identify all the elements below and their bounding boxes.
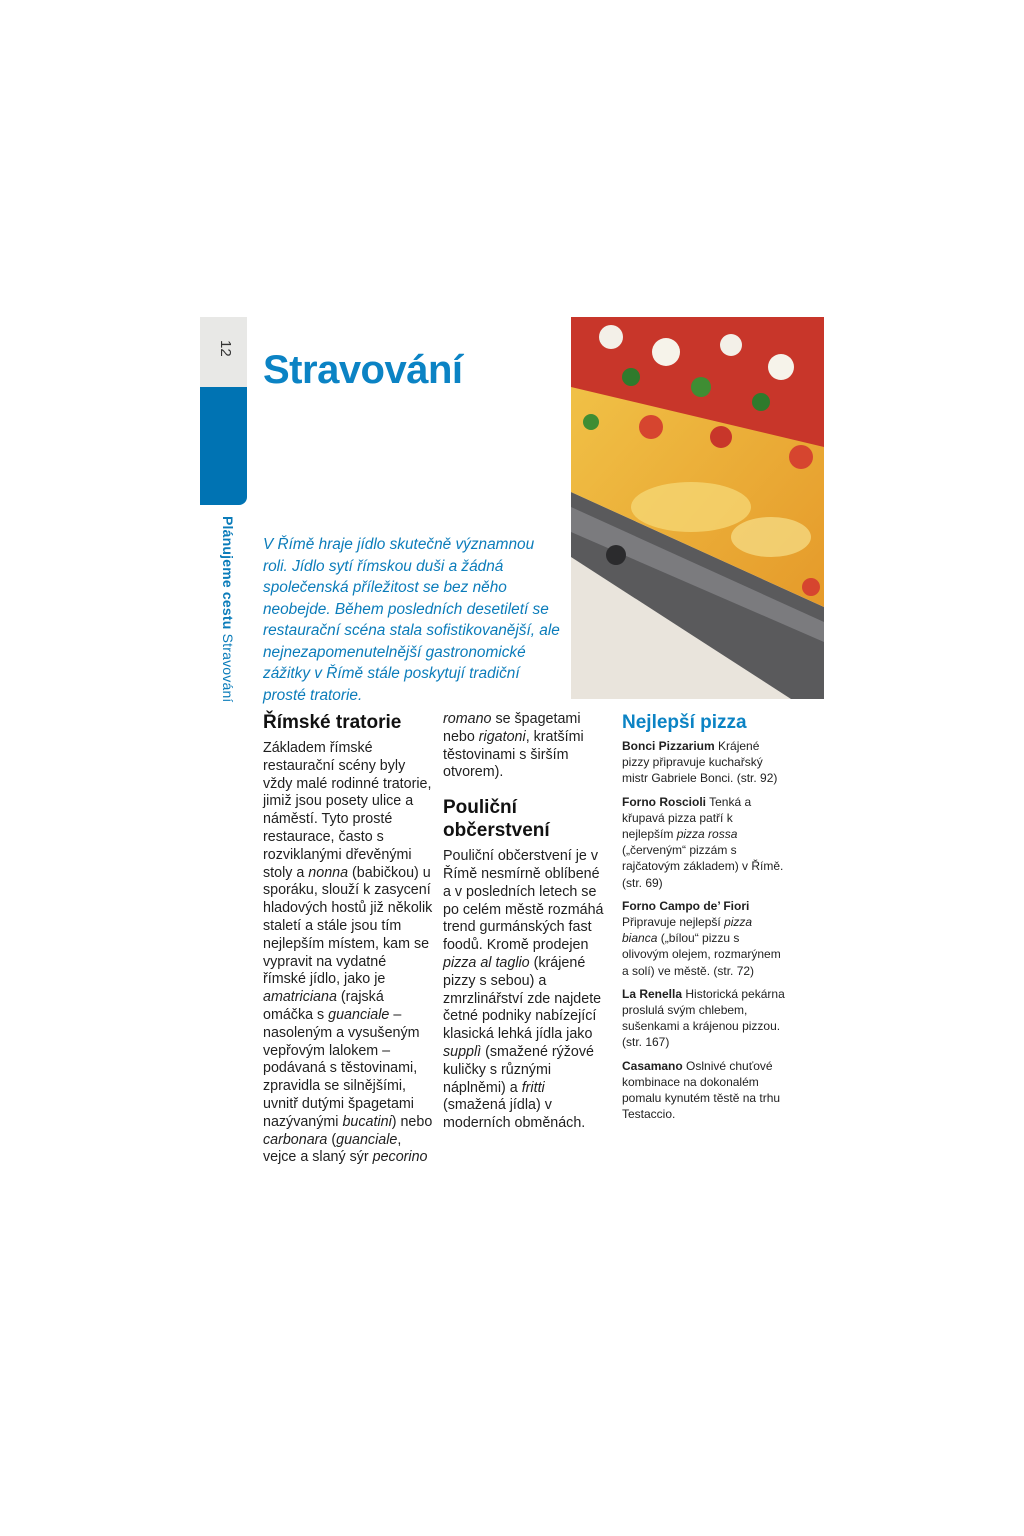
pizza-pick: Bonci Pizzarium Krájené pizzy připravuje kuchařský mistr Gabriele Bonci. (str. 92)	[622, 739, 778, 786]
page-number: 12	[217, 340, 234, 357]
heading-trattorie: Římské tratorie	[263, 712, 402, 733]
pizza-pick: La Renella Historická pekárna proslulá svým chlebem, sušenkami a krájenou pizzou. (str. 167)	[622, 986, 785, 1050]
column-continuation-space	[443, 711, 608, 782]
trattorie-text: Základem římské restaurační scény byly vždy malé rodinné tratorie, jimiž jsou posety ulice a náměstí. Tyto prosté restaurace, často s rozviklanými dřevěnými stoly a nonna (babičkou) u sporáku, slouží k zasycení hladových hostů již několik staletí a stále jsou tím nejlepším místem, kam se vypravit na vydatné římské jídlo, jako je amatriciana (rajská omáčka s guanciale – nasoleným a vysušeným vepřovým lalokem – podávaná s těstovinami, zpravidla se silnějšími, uvnitř dutými špagetami nazývanými bucatini) nebo carbonara (guanciale, vejce a slaný sýr pecorino	[263, 740, 433, 1166]
section-tab	[200, 387, 247, 505]
intro-paragraph: V Římě hraje jídlo skutečně významnou roli. Jídlo sytí římskou duši a žádná společenská příležitost se bez něho neobejde. Během posledních desetiletí se restaurační scéna stala sofistikovanější, ale nejnezapomenutelnější gastronomické zážitky v Římě stále poskytují tradiční prosté tratorie.	[263, 536, 560, 704]
pizza-pick: Forno Roscioli Tenká a křupavá pizza patří k nejlepším pizza rossa („červeným“ pizzám s rajčatovým základem) v Římě. (str. 69)	[622, 794, 784, 890]
pizza-photo	[571, 317, 824, 699]
column-street-food	[443, 711, 608, 1133]
heading-street-food: Pouliční občerstvení	[443, 797, 550, 842]
pizza-pick: Casamano Oslnivé chuťové kombinace na dokonalém pomalu kynutém těstě na trhu Testaccio.	[622, 1058, 781, 1122]
side-label-topic: Stravování	[220, 633, 236, 703]
page-title: Stravování	[263, 348, 463, 392]
side-running-head	[220, 516, 236, 703]
trattorie-text-continued: romano se špagetami nebo rigatoni, kratšími těstovinami s širším otvorem).	[443, 711, 584, 781]
street-food-text: Pouliční občerstvení je v Římě nesmírně oblíbené a v posledních letech se po celém městě rozmáhá trend gurmánských fast foodů. Kromě prodejen pizza al taglio (krájené pizzy s sebou) a zmrzlinářství zde najdete četné podniky nabízející klasická lehká jídla jako supplì (smažené rýžové kuličky s různými náplněmi) a fritti (smažená jídla) v moderních obměnách.	[443, 848, 604, 1132]
heading-best-pizza: Nejlepší pizza	[622, 712, 747, 733]
pizza-pick: Forno Campo de’ Fiori Připravuje nejlepší pizza bianca („bílou“ pizzu s olivovým olejem, rozmarýnem a solí) ve městě. (str. 72)	[622, 898, 781, 978]
best-pizza-box	[622, 711, 787, 1129]
column-trattorie	[263, 711, 433, 1167]
side-label-section: Plánujeme cestu	[220, 516, 236, 630]
